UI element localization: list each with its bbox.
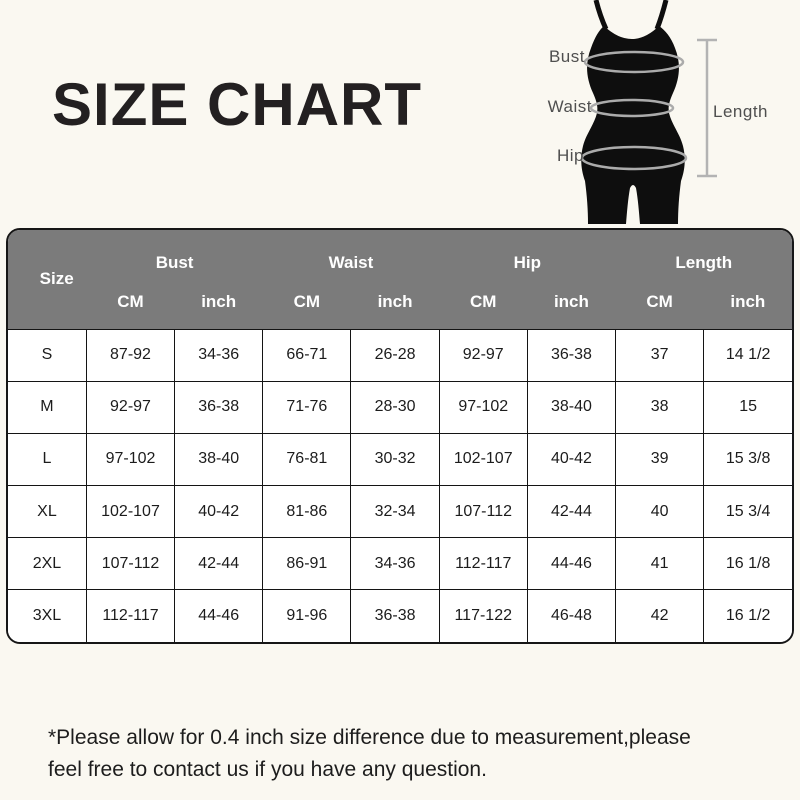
table-body — [8, 329, 792, 642]
bust-cm-cell: 107-112 — [86, 538, 174, 590]
waist-cm-cell: 86-91 — [263, 538, 351, 590]
length-inch-cell: 15 3/4 — [704, 485, 792, 537]
unit-header-hip-inch: inch — [527, 275, 615, 329]
length-cm-cell: 42 — [616, 590, 704, 642]
unit-header-bust-cm: CM — [86, 275, 174, 329]
column-header-bust: Bust — [86, 230, 262, 275]
length-inch-cell: 15 — [704, 381, 792, 433]
length-cm-cell: 39 — [616, 433, 704, 485]
table-row-xl — [8, 485, 792, 537]
bust-cm-cell: 92-97 — [86, 381, 174, 433]
length-cm-cell: 37 — [616, 329, 704, 381]
waist-cm-cell: 66-71 — [263, 329, 351, 381]
waist-inch-cell: 36-38 — [351, 590, 439, 642]
hip-inch-cell: 38-40 — [527, 381, 615, 433]
table-row-s — [8, 329, 792, 381]
length-inch-cell: 14 1/2 — [704, 329, 792, 381]
bust-label: Bust — [548, 47, 585, 66]
bust-cm-cell: 112-117 — [86, 590, 174, 642]
waist-inch-cell: 32-34 — [351, 485, 439, 537]
waist-inch-cell: 28-30 — [351, 381, 439, 433]
size-cell: XL — [8, 485, 86, 537]
hip-cm-cell: 112-117 — [439, 538, 527, 590]
unit-header-length-inch: inch — [704, 275, 792, 329]
hip-cm-cell: 102-107 — [439, 433, 527, 485]
table-row-2xl — [8, 538, 792, 590]
waist-cm-cell: 81-86 — [263, 485, 351, 537]
bust-inch-cell: 38-40 — [175, 433, 263, 485]
length-label: Length — [713, 102, 768, 121]
size-cell: M — [8, 381, 86, 433]
waist-cm-cell: 91-96 — [263, 590, 351, 642]
table-header — [8, 230, 792, 329]
size-cell: 2XL — [8, 538, 86, 590]
bust-inch-cell: 36-38 — [175, 381, 263, 433]
hip-inch-cell: 44-46 — [527, 538, 615, 590]
length-inch-cell: 16 1/8 — [704, 538, 792, 590]
hip-inch-cell: 42-44 — [527, 485, 615, 537]
unit-header-waist-inch: inch — [351, 275, 439, 329]
waist-inch-cell: 30-32 — [351, 433, 439, 485]
table-row-l — [8, 433, 792, 485]
hip-cm-cell: 92-97 — [439, 329, 527, 381]
size-cell: S — [8, 329, 86, 381]
unit-header-hip-cm: CM — [439, 275, 527, 329]
hip-inch-cell: 46-48 — [527, 590, 615, 642]
footnote-line-2: feel free to contact us if you have any question. — [48, 758, 487, 781]
hip-cm-cell: 117-122 — [439, 590, 527, 642]
column-header-size: Size — [8, 230, 86, 329]
column-header-waist: Waist — [263, 230, 439, 275]
bodysuit-left-strap — [596, 0, 606, 29]
table-row-3xl — [8, 590, 792, 642]
bust-inch-cell: 34-36 — [175, 329, 263, 381]
size-cell: L — [8, 433, 86, 485]
waist-cm-cell: 76-81 — [263, 433, 351, 485]
hip-label: Hip — [556, 146, 584, 165]
unit-header-waist-cm: CM — [263, 275, 351, 329]
bust-cm-cell: 87-92 — [86, 329, 174, 381]
size-table — [8, 230, 792, 642]
length-inch-cell: 16 1/2 — [704, 590, 792, 642]
footnote — [48, 722, 768, 786]
column-header-hip: Hip — [439, 230, 615, 275]
length-cm-cell: 38 — [616, 381, 704, 433]
bodysuit-right-strap — [657, 0, 666, 29]
bust-inch-cell: 40-42 — [175, 485, 263, 537]
waist-cm-cell: 71-76 — [263, 381, 351, 433]
unit-header-length-cm: CM — [616, 275, 704, 329]
waist-inch-cell: 26-28 — [351, 329, 439, 381]
page-title: SIZE CHART — [52, 71, 422, 138]
waist-label: Waist — [547, 97, 592, 116]
unit-header-bust-inch: inch — [175, 275, 263, 329]
hip-cm-cell: 107-112 — [439, 485, 527, 537]
hip-cm-cell: 97-102 — [439, 381, 527, 433]
bust-cm-cell: 102-107 — [86, 485, 174, 537]
size-table-container — [6, 228, 794, 644]
column-header-length: Length — [616, 230, 792, 275]
bust-inch-cell: 44-46 — [175, 590, 263, 642]
hip-inch-cell: 40-42 — [527, 433, 615, 485]
footnote-line-1: *Please allow for 0.4 inch size difference due to measurement,please — [48, 726, 691, 749]
length-inch-cell: 15 3/8 — [704, 433, 792, 485]
bust-inch-cell: 42-44 — [175, 538, 263, 590]
waist-inch-cell: 34-36 — [351, 538, 439, 590]
table-row-m — [8, 381, 792, 433]
size-cell: 3XL — [8, 590, 86, 642]
length-cm-cell: 40 — [616, 485, 704, 537]
hip-inch-cell: 36-38 — [527, 329, 615, 381]
length-cm-cell: 41 — [616, 538, 704, 590]
bust-cm-cell: 97-102 — [86, 433, 174, 485]
